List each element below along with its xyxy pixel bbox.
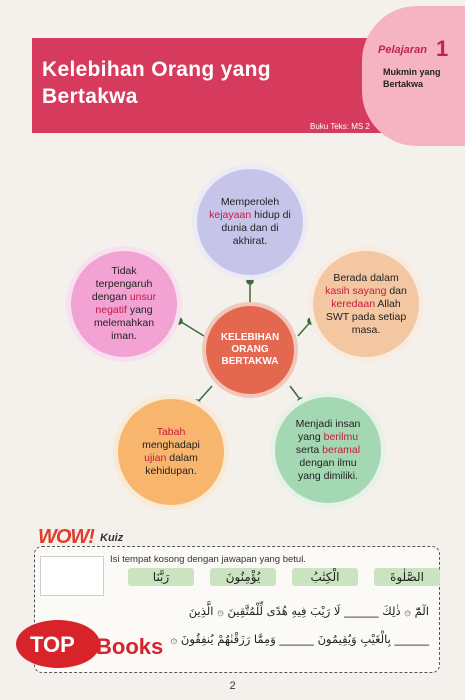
answer-word-3: الْكِتٰبُ — [292, 568, 358, 586]
benefit-circle-top: Memperoleh kejayaan hidup di dunia dan di akhirat. — [192, 164, 308, 280]
benefit-circle-left: Tidak terpengaruh dengan unsur negatif yang melemahkan iman. — [66, 246, 182, 362]
benefit-circle-bottom-right: Menjadi insan yang berilmu serta beramal dengan ilmu yang dimiliki. — [270, 392, 386, 508]
answer-word-2: يُؤْمِنُونَ — [210, 568, 276, 586]
page-title: Kelebihan Orang yang Bertakwa — [42, 58, 271, 108]
benefit-circle-bottom-left: Tabah menghadapi ujian dalam kehidupan. — [113, 394, 229, 510]
quiz-brand-kuiz: Kuiz — [100, 532, 124, 544]
benefit-circle-right: Berada dalam kasih sayang dan keredaan Allah SWT pada setiap masa. — [308, 246, 424, 362]
lesson-subtitle: Mukmin yang Bertakwa — [383, 67, 441, 89]
center-circle: KELEBIHAN ORANG BERTAKWA — [202, 302, 298, 398]
quiz-instruction: Isi tempat kosong dengan jawapan yang betul. — [110, 554, 306, 565]
answer-word-4: الصَّلٰوةَ — [374, 568, 440, 586]
quiz-blank-box — [40, 556, 104, 596]
lesson-label: Pelajaran — [378, 44, 427, 56]
page-number: 2 — [229, 680, 236, 692]
lesson-number: 1 — [436, 36, 449, 61]
quiz-verse-line-1: الٓمّٓ ۞ ذٰلِكَ ______ لَا رَيْبَ فِيهِ هُدًى لِّلْمُتَّقِينَ ۞ الَّذِينَ — [188, 604, 429, 618]
topbooks-logo — [10, 612, 200, 672]
logo-text-top: TOP — [30, 632, 75, 657]
answer-word-1: رَبَّنَا — [128, 568, 194, 586]
logo-text-books: Books — [96, 634, 164, 659]
book-reference: Buku Teks: MS 2 — [310, 122, 370, 131]
quiz-brand-wow: WOW! — [38, 526, 94, 548]
quiz-verse-line-2: ______ بِالْغَيْبِ وَيُقِيمُونَ ______ وَمِمَّا رَزَقْنٰهُمْ يُنفِقُونَ ۞ — [170, 632, 429, 646]
